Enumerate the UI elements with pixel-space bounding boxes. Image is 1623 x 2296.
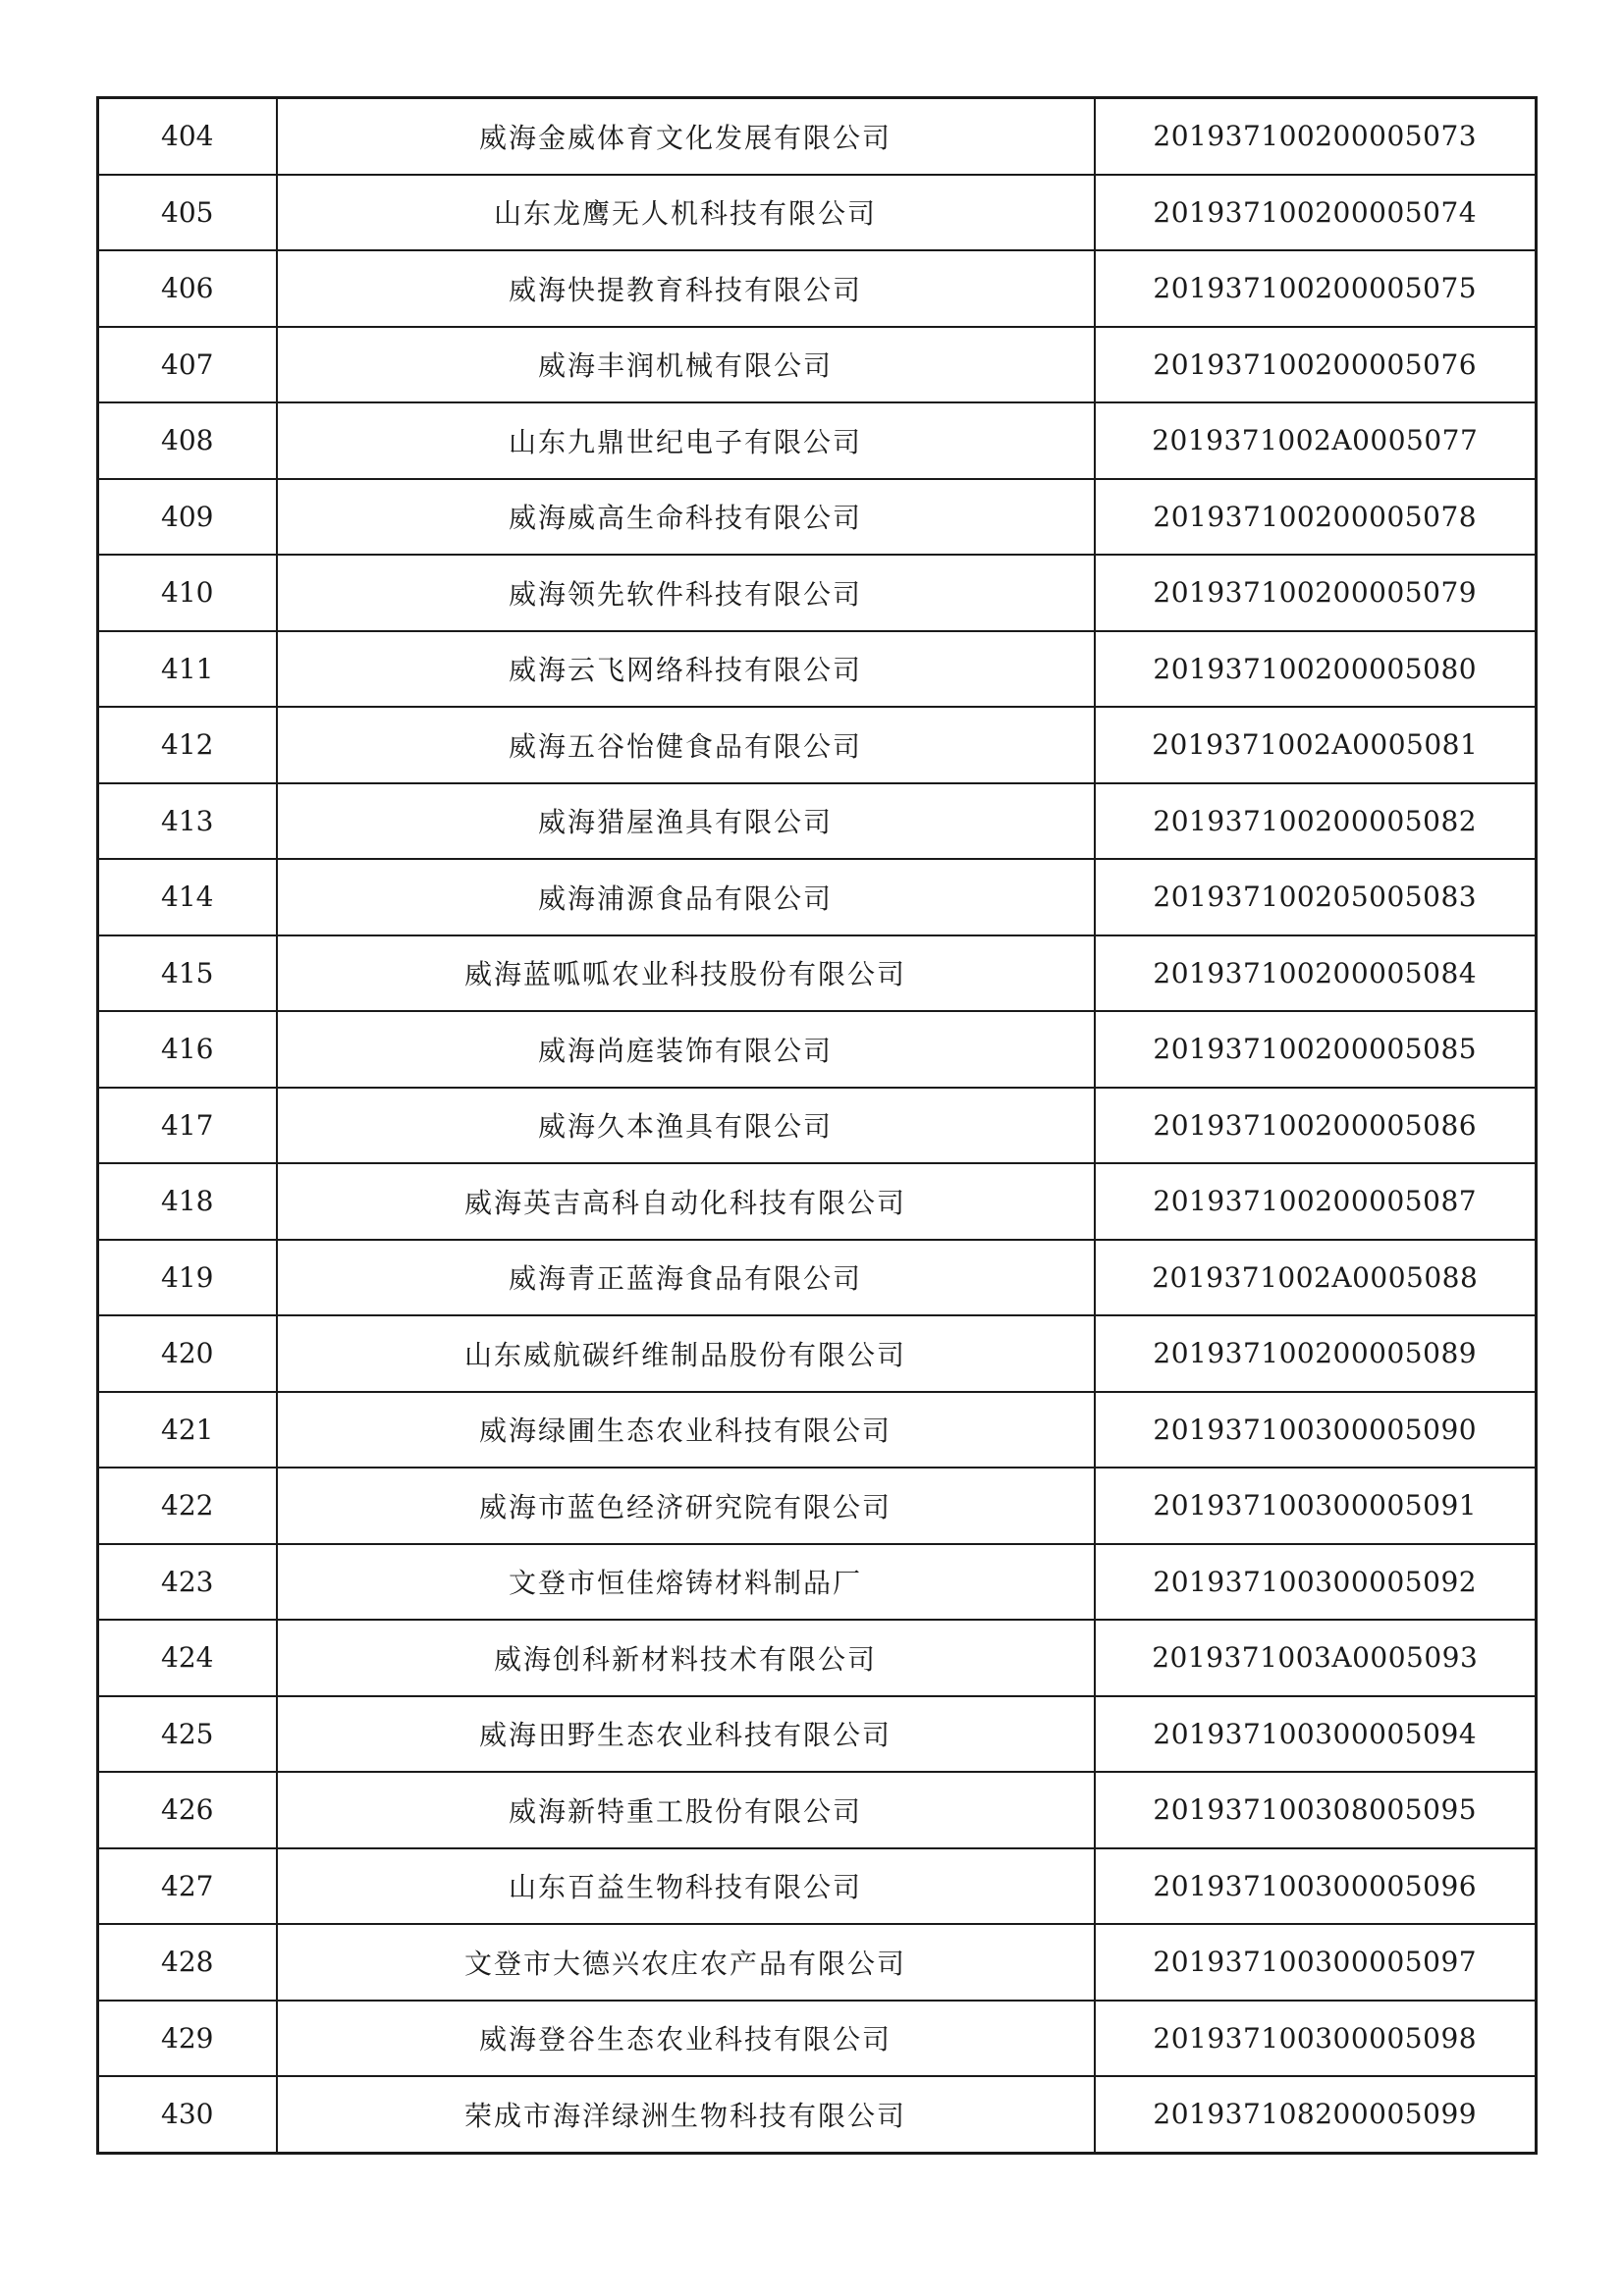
company-name-cell: 威海创科新材料技术有限公司 [277, 1620, 1095, 1696]
registration-code-cell: 201937100300005094 [1095, 1696, 1537, 1773]
registration-code-cell: 201937100200005074 [1095, 175, 1537, 251]
row-number-cell: 418 [98, 1163, 277, 1240]
row-number-cell: 410 [98, 555, 277, 631]
row-number-cell: 423 [98, 1544, 277, 1621]
table-row [98, 2001, 1537, 2077]
company-name-cell: 威海英吉高科自动化科技有限公司 [277, 1163, 1095, 1240]
table-row [98, 479, 1537, 556]
table-row [98, 1315, 1537, 1392]
company-name-cell: 山东百益生物科技有限公司 [277, 1848, 1095, 1925]
table-row [98, 2076, 1537, 2153]
table-row [98, 98, 1537, 175]
row-number-cell: 409 [98, 479, 277, 556]
table-row [98, 327, 1537, 403]
registration-code-cell: 2019371002A0005088 [1095, 1240, 1537, 1316]
company-name-cell: 威海五谷怡健食品有限公司 [277, 707, 1095, 783]
registration-code-cell: 201937100205005083 [1095, 859, 1537, 935]
row-number-cell: 419 [98, 1240, 277, 1316]
table-row [98, 1848, 1537, 1925]
registration-code-cell: 201937100200005086 [1095, 1088, 1537, 1164]
table-row [98, 1772, 1537, 1848]
registration-code-cell: 201937100200005084 [1095, 935, 1537, 1012]
company-name-cell: 威海青正蓝海食品有限公司 [277, 1240, 1095, 1316]
registration-code-cell: 201937100300005092 [1095, 1544, 1537, 1621]
company-name-cell: 威海绿圃生态农业科技有限公司 [277, 1392, 1095, 1468]
registration-code-cell: 201937100200005076 [1095, 327, 1537, 403]
table-row [98, 935, 1537, 1012]
registration-code-cell: 201937100200005082 [1095, 783, 1537, 860]
table-row [98, 1240, 1537, 1316]
company-name-cell: 山东威航碳纤维制品股份有限公司 [277, 1315, 1095, 1392]
registration-code-cell: 201937100200005079 [1095, 555, 1537, 631]
row-number-cell: 415 [98, 935, 277, 1012]
table-row [98, 175, 1537, 251]
company-name-cell: 威海金威体育文化发展有限公司 [277, 98, 1095, 175]
table-row [98, 859, 1537, 935]
table-row [98, 707, 1537, 783]
company-name-cell: 文登市大德兴农庄农产品有限公司 [277, 1924, 1095, 2001]
registration-code-cell: 2019371002A0005081 [1095, 707, 1537, 783]
table-row [98, 1620, 1537, 1696]
company-name-cell: 威海领先软件科技有限公司 [277, 555, 1095, 631]
table-row [98, 1088, 1537, 1164]
company-name-cell: 威海新特重工股份有限公司 [277, 1772, 1095, 1848]
row-number-cell: 405 [98, 175, 277, 251]
table-row [98, 250, 1537, 327]
row-number-cell: 407 [98, 327, 277, 403]
registration-code-cell: 201937100200005085 [1095, 1011, 1537, 1088]
company-name-cell: 威海威高生命科技有限公司 [277, 479, 1095, 556]
registry-table [96, 96, 1538, 2155]
company-name-cell: 文登市恒佳熔铸材料制品厂 [277, 1544, 1095, 1621]
company-name-cell: 威海快提教育科技有限公司 [277, 250, 1095, 327]
registration-code-cell: 201937100300005096 [1095, 1848, 1537, 1925]
row-number-cell: 429 [98, 2001, 277, 2077]
registration-code-cell: 201937100300005091 [1095, 1468, 1537, 1544]
table-row [98, 1392, 1537, 1468]
company-name-cell: 山东九鼎世纪电子有限公司 [277, 402, 1095, 479]
registration-code-cell: 201937100200005073 [1095, 98, 1537, 175]
row-number-cell: 408 [98, 402, 277, 479]
table-row [98, 1468, 1537, 1544]
company-name-cell: 威海尚庭装饰有限公司 [277, 1011, 1095, 1088]
company-name-cell: 威海市蓝色经济研究院有限公司 [277, 1468, 1095, 1544]
row-number-cell: 416 [98, 1011, 277, 1088]
registry-table-body [98, 98, 1537, 2154]
row-number-cell: 422 [98, 1468, 277, 1544]
row-number-cell: 412 [98, 707, 277, 783]
company-name-cell: 威海云飞网络科技有限公司 [277, 631, 1095, 708]
row-number-cell: 417 [98, 1088, 277, 1164]
row-number-cell: 424 [98, 1620, 277, 1696]
row-number-cell: 420 [98, 1315, 277, 1392]
registration-code-cell: 2019371003A0005093 [1095, 1620, 1537, 1696]
row-number-cell: 413 [98, 783, 277, 860]
registration-code-cell: 201937100300005098 [1095, 2001, 1537, 2077]
row-number-cell: 425 [98, 1696, 277, 1773]
table-row [98, 783, 1537, 860]
row-number-cell: 428 [98, 1924, 277, 2001]
table-row [98, 1696, 1537, 1773]
company-name-cell: 威海浦源食品有限公司 [277, 859, 1095, 935]
registration-code-cell: 201937100200005087 [1095, 1163, 1537, 1240]
company-name-cell: 威海久本渔具有限公司 [277, 1088, 1095, 1164]
registration-code-cell: 201937100200005080 [1095, 631, 1537, 708]
company-name-cell: 威海丰润机械有限公司 [277, 327, 1095, 403]
registration-code-cell: 201937100200005075 [1095, 250, 1537, 327]
company-name-cell: 荣成市海洋绿洲生物科技有限公司 [277, 2076, 1095, 2153]
registration-code-cell: 201937108200005099 [1095, 2076, 1537, 2153]
company-name-cell: 威海登谷生态农业科技有限公司 [277, 2001, 1095, 2077]
row-number-cell: 421 [98, 1392, 277, 1468]
company-name-cell: 威海蓝呱呱农业科技股份有限公司 [277, 935, 1095, 1012]
table-row [98, 1924, 1537, 2001]
row-number-cell: 426 [98, 1772, 277, 1848]
table-row [98, 1544, 1537, 1621]
row-number-cell: 406 [98, 250, 277, 327]
registration-code-cell: 201937100300005097 [1095, 1924, 1537, 2001]
registration-code-cell: 201937100200005078 [1095, 479, 1537, 556]
table-row [98, 1011, 1537, 1088]
row-number-cell: 427 [98, 1848, 277, 1925]
registration-code-cell: 201937100300005090 [1095, 1392, 1537, 1468]
row-number-cell: 414 [98, 859, 277, 935]
company-name-cell: 山东龙鹰无人机科技有限公司 [277, 175, 1095, 251]
table-row [98, 1163, 1537, 1240]
table-row [98, 555, 1537, 631]
registration-code-cell: 201937100308005095 [1095, 1772, 1537, 1848]
table-row [98, 631, 1537, 708]
row-number-cell: 411 [98, 631, 277, 708]
row-number-cell: 430 [98, 2076, 277, 2153]
registration-code-cell: 2019371002A0005077 [1095, 402, 1537, 479]
table-row [98, 402, 1537, 479]
row-number-cell: 404 [98, 98, 277, 175]
company-name-cell: 威海田野生态农业科技有限公司 [277, 1696, 1095, 1773]
company-name-cell: 威海猎屋渔具有限公司 [277, 783, 1095, 860]
registration-code-cell: 201937100200005089 [1095, 1315, 1537, 1392]
